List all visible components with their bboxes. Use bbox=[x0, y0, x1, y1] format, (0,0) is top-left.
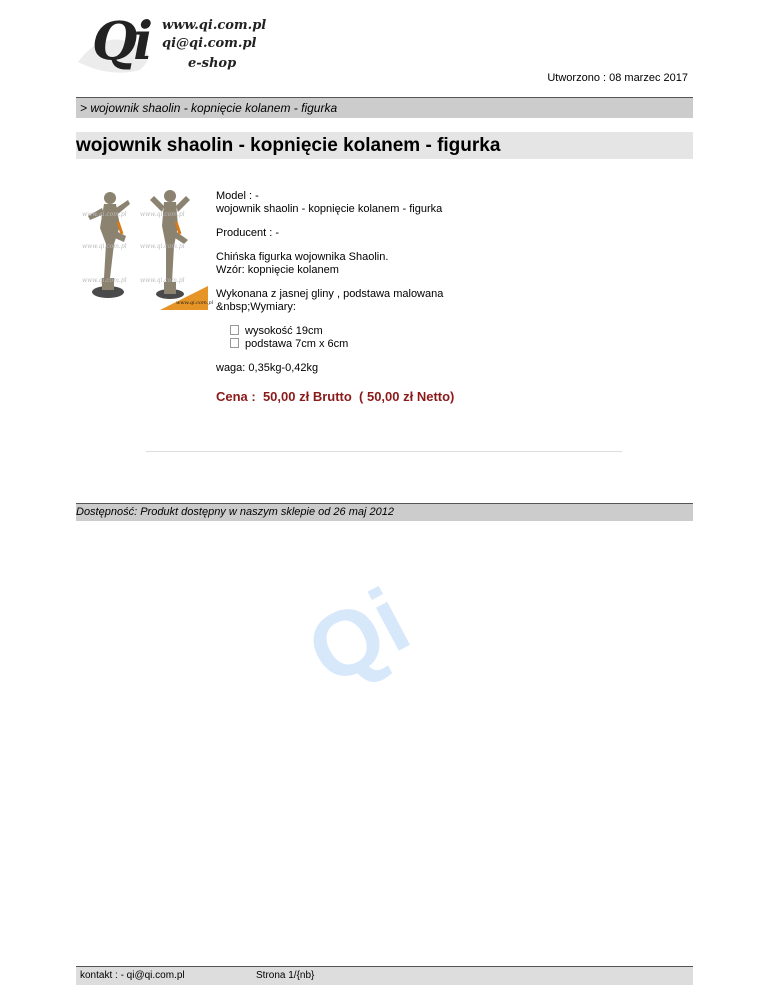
footer bbox=[76, 966, 693, 985]
description-line-2: Wzór: kopnięcie kolanem bbox=[216, 264, 339, 276]
model-value: wojownik shaolin - kopnięcie kolanem - figurka bbox=[216, 203, 443, 215]
producer: Producent : - bbox=[216, 227, 279, 239]
logo-email: qi@qi.com.pl bbox=[162, 36, 257, 51]
divider bbox=[146, 451, 622, 452]
svg-text:www.qi.com.pl: www.qi.com.pl bbox=[140, 277, 185, 284]
svg-text:www.qi.com.pl: www.qi.com.pl bbox=[140, 211, 185, 218]
footer-contact[interactable]: kontakt : - qi@qi.com.pl bbox=[80, 970, 185, 981]
figurine-illustration bbox=[80, 186, 214, 310]
breadcrumb-text[interactable]: > wojownik shaolin - kopnięcie kolanem - figurka bbox=[80, 101, 338, 115]
bullet-box-icon bbox=[230, 338, 239, 348]
bullet-box-icon bbox=[230, 325, 239, 335]
material-line-2: &nbsp;Wymiary: bbox=[216, 301, 296, 313]
footer-page-number: Strona 1/{nb} bbox=[256, 970, 315, 981]
dimension-base: podstawa 7cm x 6cm bbox=[245, 338, 349, 350]
image-badge: www.qi.com.pl bbox=[176, 300, 214, 306]
logo-eshop: e-shop bbox=[188, 56, 237, 71]
created-label: Utworzono bbox=[547, 72, 600, 84]
weight: waga: 0,35kg-0,42kg bbox=[216, 362, 319, 374]
svg-text:www.qi.com.pl: www.qi.com.pl bbox=[82, 243, 127, 250]
svg-text:www.qi.com.pl: www.qi.com.pl bbox=[82, 211, 127, 218]
shop-logo bbox=[70, 12, 320, 78]
list-item bbox=[230, 325, 656, 338]
availability-bar bbox=[76, 503, 693, 521]
model-label: Model : - bbox=[216, 190, 259, 202]
breadcrumb bbox=[76, 97, 693, 118]
created-value: : 08 marzec 2017 bbox=[603, 72, 688, 84]
watermark: Qi bbox=[291, 569, 426, 705]
title-bar bbox=[76, 132, 693, 159]
created-date bbox=[547, 72, 688, 84]
product-image[interactable] bbox=[80, 186, 214, 310]
product-details bbox=[216, 190, 656, 403]
logo-url: www.qi.com.pl bbox=[162, 18, 267, 33]
price: Cena : 50,00 zł Brutto ( 50,00 zł Netto) bbox=[216, 389, 455, 404]
description-line-1: Chińska figurka wojownika Shaolin. bbox=[216, 251, 389, 263]
availability-text: Dostępność: Produkt dostępny w naszym sklepie od 26 maj 2012 bbox=[76, 506, 394, 518]
svg-text:www.qi.com.pl: www.qi.com.pl bbox=[82, 277, 127, 284]
material-line-1: Wykonana z jasnej gliny , podstawa malowana bbox=[216, 288, 444, 300]
logo-mark: Qi bbox=[92, 11, 150, 72]
dimension-height: wysokość 19cm bbox=[245, 325, 323, 337]
svg-text:www.qi.com.pl: www.qi.com.pl bbox=[140, 243, 185, 250]
list-item bbox=[230, 338, 656, 351]
page-title: wojownik shaolin - kopnięcie kolanem - figurka bbox=[76, 135, 501, 156]
dimensions-list bbox=[216, 325, 656, 351]
